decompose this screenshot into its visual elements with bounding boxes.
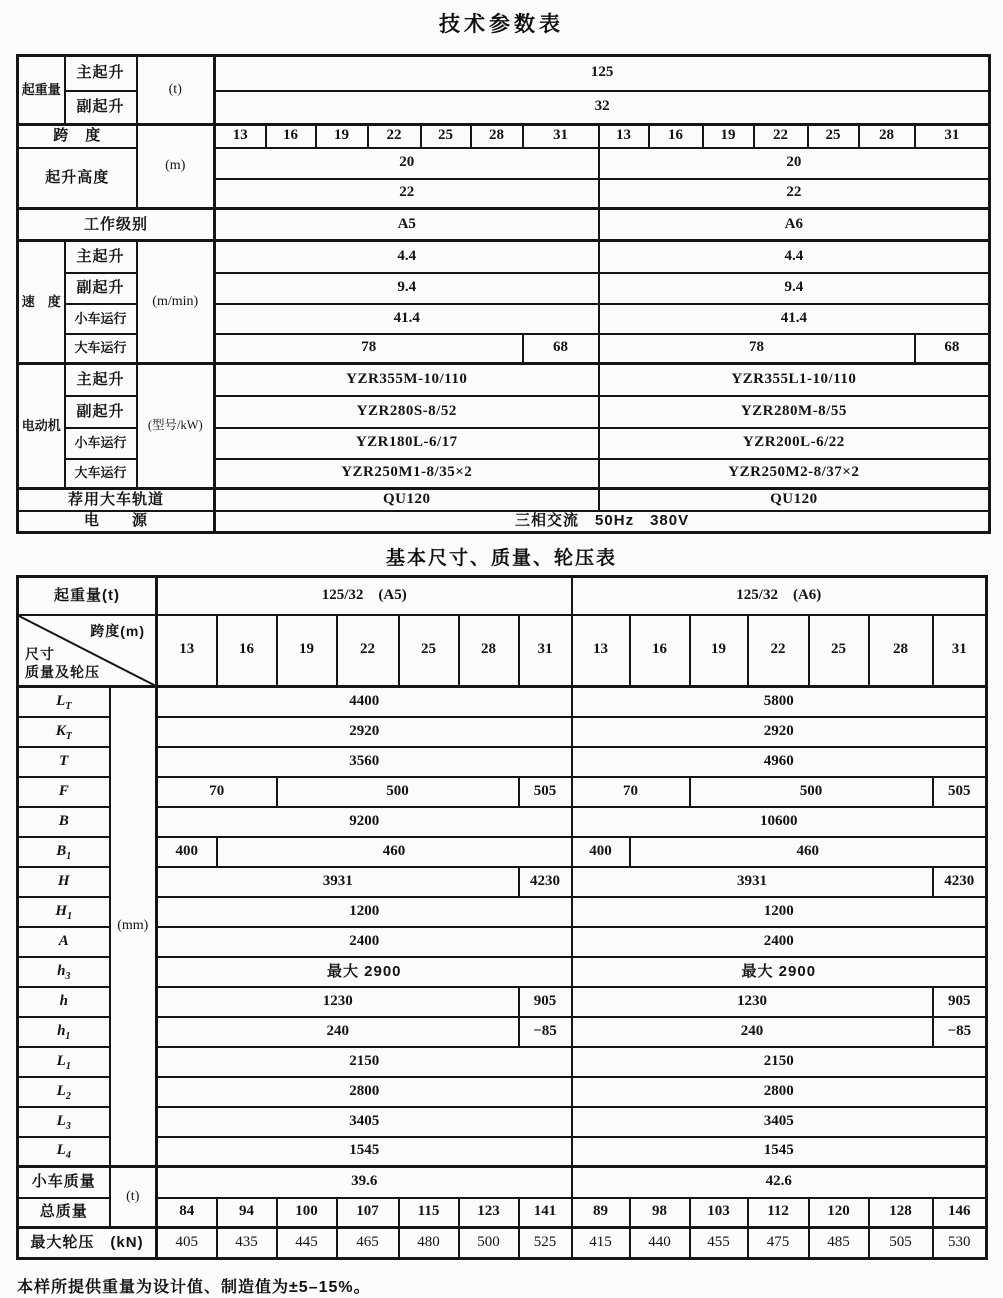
label-speed-aux-hoist: 副起升 bbox=[65, 273, 137, 304]
label-speed-crane: 大车运行 bbox=[65, 334, 137, 364]
value-cell: 505 bbox=[933, 777, 987, 807]
label-motor-aux-hoist: 副起升 bbox=[65, 396, 137, 428]
value-cell: 13 bbox=[572, 615, 630, 687]
value-cell: 19 bbox=[690, 615, 748, 687]
value-cell: YZR280M-8/55 bbox=[599, 396, 990, 428]
value-cell: 112 bbox=[748, 1198, 809, 1228]
table2-title: 基本尺寸、质量、轮压表 bbox=[385, 548, 617, 569]
value-cell: 19 bbox=[703, 125, 754, 148]
value-cell: 141 bbox=[519, 1198, 572, 1228]
value-cell: 4.4 bbox=[215, 241, 599, 273]
value-cell: 500 bbox=[459, 1228, 519, 1259]
value-cell: 28 bbox=[459, 615, 519, 687]
label-aux-hoist: 副起升 bbox=[65, 91, 137, 125]
value-cell: 1230 bbox=[572, 987, 933, 1017]
value-cell: 31 bbox=[915, 125, 990, 148]
value-cell: 480 bbox=[399, 1228, 459, 1259]
value-cell: YZR355L1-10/110 bbox=[599, 364, 990, 396]
value-cell: 3405 bbox=[157, 1107, 572, 1137]
label-max-wheel-load: 最大轮压 (kN) bbox=[18, 1228, 157, 1259]
value-cell: YZR250M2-8/37×2 bbox=[599, 459, 990, 489]
value-cell: 4960 bbox=[572, 747, 987, 777]
value-cell: 115 bbox=[399, 1198, 459, 1228]
value-cell: 460 bbox=[630, 837, 987, 867]
value-cell: 78 bbox=[599, 334, 915, 364]
value-cell: 13 bbox=[157, 615, 217, 687]
value-cell: 3405 bbox=[572, 1107, 987, 1137]
value-cell: 22 bbox=[215, 179, 599, 209]
value-cell: 78 bbox=[215, 334, 523, 364]
value-cell: 2150 bbox=[157, 1047, 572, 1077]
value-cell: 70 bbox=[572, 777, 690, 807]
label-h3: $h_3$ bbox=[18, 957, 110, 987]
value-cell: 19 bbox=[277, 615, 337, 687]
value-cell: 9200 bbox=[157, 807, 572, 837]
label-power-supply: 电 源 bbox=[18, 511, 215, 533]
label-A: A bbox=[18, 927, 110, 957]
value-cell: 120 bbox=[809, 1198, 869, 1228]
value-cell: 94 bbox=[217, 1198, 277, 1228]
value-cell: 16 bbox=[630, 615, 690, 687]
value-cell: 28 bbox=[869, 615, 933, 687]
value-cell: 460 bbox=[217, 837, 572, 867]
value-cell: 400 bbox=[157, 837, 217, 867]
label-L4: $L_4$ bbox=[18, 1137, 110, 1167]
label-capacity: 起重量(t) bbox=[18, 577, 157, 615]
value-cell: 10600 bbox=[572, 807, 987, 837]
value-cell: 1200 bbox=[572, 897, 987, 927]
value-cell: 20 bbox=[215, 148, 599, 179]
label-lifting-capacity: 起重量 bbox=[18, 56, 65, 125]
value-cell: 2920 bbox=[572, 717, 987, 747]
value-cell: 485 bbox=[809, 1228, 869, 1259]
label-trolley-mass: 小车质量 bbox=[18, 1167, 110, 1198]
value-cell: 107 bbox=[337, 1198, 399, 1228]
value-cell: 465 bbox=[337, 1228, 399, 1259]
value-cell: 1545 bbox=[572, 1137, 987, 1167]
value-cell: 98 bbox=[630, 1198, 690, 1228]
value-cell: 20 bbox=[599, 148, 990, 179]
value-cell: 68 bbox=[915, 334, 990, 364]
technical-parameters-table bbox=[16, 54, 991, 534]
value-cell: 440 bbox=[630, 1228, 690, 1259]
value-main-capacity: 125 bbox=[215, 56, 990, 91]
value-cell: 2400 bbox=[572, 927, 987, 957]
value-cell: 415 bbox=[572, 1228, 630, 1259]
value-cell: 16 bbox=[217, 615, 277, 687]
value-cell: 146 bbox=[933, 1198, 987, 1228]
value-cell: 2150 bbox=[572, 1047, 987, 1077]
value-cell: QU120 bbox=[599, 489, 990, 511]
value-cell: 22 bbox=[754, 125, 808, 148]
value-cell: −85 bbox=[519, 1017, 572, 1047]
label-KT: $K_T$ bbox=[18, 717, 110, 747]
value-cell: 905 bbox=[519, 987, 572, 1017]
value-cell: 9.4 bbox=[599, 273, 990, 304]
label-H: H bbox=[18, 867, 110, 897]
value-cell: 435 bbox=[217, 1228, 277, 1259]
label-h1: $h_1$ bbox=[18, 1017, 110, 1047]
label-recommended-rail: 荐用大车轨道 bbox=[18, 489, 215, 511]
label-L3: $L_3$ bbox=[18, 1107, 110, 1137]
value-cell: 475 bbox=[748, 1228, 809, 1259]
unit-model-kw: (型号/kW) bbox=[137, 364, 215, 489]
value-cell: 240 bbox=[572, 1017, 933, 1047]
value-cell: 4400 bbox=[157, 687, 572, 717]
value-cell: 500 bbox=[690, 777, 933, 807]
value-cell: 4230 bbox=[519, 867, 572, 897]
value-cell: 28 bbox=[471, 125, 523, 148]
value-cell: 22 bbox=[748, 615, 809, 687]
value-cell: 2400 bbox=[157, 927, 572, 957]
label-L1: $L_1$ bbox=[18, 1047, 110, 1077]
value-cell: 31 bbox=[523, 125, 599, 148]
value-cell: 25 bbox=[808, 125, 859, 148]
unit-metres: (m) bbox=[137, 125, 215, 209]
value-cell: 455 bbox=[690, 1228, 748, 1259]
label-motor-crane: 大车运行 bbox=[65, 459, 137, 489]
label-B: B bbox=[18, 807, 110, 837]
value-cell: 68 bbox=[523, 334, 599, 364]
value-cell: 28 bbox=[859, 125, 915, 148]
value-cell: 128 bbox=[869, 1198, 933, 1228]
label-total-mass: 总质量 bbox=[18, 1198, 110, 1228]
diag-dimension-label: 尺寸 bbox=[25, 645, 55, 662]
label-F: F bbox=[18, 777, 110, 807]
value-cell: 22 bbox=[337, 615, 399, 687]
label-main-hoist: 主起升 bbox=[65, 56, 137, 91]
value-cell: 31 bbox=[933, 615, 987, 687]
value-cell: QU120 bbox=[215, 489, 599, 511]
unit-m-per-min: (m/min) bbox=[137, 241, 215, 364]
value-cell: 530 bbox=[933, 1228, 987, 1259]
value-cell: 3560 bbox=[157, 747, 572, 777]
table1-title: 技术参数表 bbox=[439, 13, 564, 36]
value-cell: 123 bbox=[459, 1198, 519, 1228]
label-duty-class: 工作级别 bbox=[18, 209, 215, 241]
diagonal-header bbox=[18, 615, 157, 687]
value-cell: 39.6 bbox=[157, 1167, 572, 1198]
label-B1: $B_1$ bbox=[18, 837, 110, 867]
value-power-supply: 三相交流 50Hz 380V bbox=[215, 511, 990, 533]
value-cell: 41.4 bbox=[599, 304, 990, 334]
value-cell: YZR280S-8/52 bbox=[215, 396, 599, 428]
unit-mm: (mm) bbox=[110, 687, 157, 1167]
value-cell: 19 bbox=[316, 125, 368, 148]
value-cell: 1200 bbox=[157, 897, 572, 927]
value-cell: 505 bbox=[869, 1228, 933, 1259]
value-cell: 41.4 bbox=[215, 304, 599, 334]
value-duty-class-a5: A5 bbox=[215, 209, 599, 241]
label-h: h bbox=[18, 987, 110, 1017]
value-cell: 525 bbox=[519, 1228, 572, 1259]
value-cell: 13 bbox=[599, 125, 649, 148]
value-cell: 505 bbox=[519, 777, 572, 807]
value-cell: 3931 bbox=[157, 867, 519, 897]
value-cell: 240 bbox=[157, 1017, 519, 1047]
value-cell: 445 bbox=[277, 1228, 337, 1259]
label-H1: $H_1$ bbox=[18, 897, 110, 927]
dimensions-mass-wheel-load-table bbox=[16, 575, 988, 1260]
diag-mass-wheel-label: 质量及轮压 bbox=[25, 664, 100, 681]
unit-tonnes: (t) bbox=[137, 56, 215, 125]
value-cell: 500 bbox=[277, 777, 519, 807]
value-cell: 400 bbox=[572, 837, 630, 867]
value-cell: 25 bbox=[399, 615, 459, 687]
label-T: T bbox=[18, 747, 110, 777]
value-cell: 2800 bbox=[572, 1077, 987, 1107]
label-motor: 电动机 bbox=[18, 364, 65, 489]
value-cell: 84 bbox=[157, 1198, 217, 1228]
value-cell: 13 bbox=[215, 125, 266, 148]
value-cell: 2800 bbox=[157, 1077, 572, 1107]
value-cell: 16 bbox=[649, 125, 703, 148]
label-LT: $L_T$ bbox=[18, 687, 110, 717]
value-cell: 22 bbox=[368, 125, 421, 148]
value-duty-class-a6: A6 bbox=[599, 209, 990, 241]
value-h3-a6: 最大 2900 bbox=[572, 957, 987, 987]
value-cell: YZR180L-6/17 bbox=[215, 428, 599, 459]
value-cell: YZR200L-6/22 bbox=[599, 428, 990, 459]
value-cell: 3931 bbox=[572, 867, 933, 897]
value-cell: 25 bbox=[809, 615, 869, 687]
label-span: 跨 度 bbox=[18, 125, 137, 148]
value-cell: 9.4 bbox=[215, 273, 599, 304]
value-cell: 1230 bbox=[157, 987, 519, 1017]
unit-tonnes-2: (t) bbox=[110, 1167, 157, 1228]
diag-span-label: 跨度(m) bbox=[90, 622, 145, 639]
value-cell: 405 bbox=[157, 1228, 217, 1259]
header-group-a6: 125/32 (A6) bbox=[572, 577, 987, 615]
value-cell: 4230 bbox=[933, 867, 987, 897]
value-cell: 70 bbox=[157, 777, 277, 807]
label-speed-trolley: 小车运行 bbox=[65, 304, 137, 334]
value-cell: 25 bbox=[421, 125, 471, 148]
value-cell: 905 bbox=[933, 987, 987, 1017]
value-cell: YZR355M-10/110 bbox=[215, 364, 599, 396]
value-cell: 100 bbox=[277, 1198, 337, 1228]
label-motor-main-hoist: 主起升 bbox=[65, 364, 137, 396]
value-aux-capacity: 32 bbox=[215, 91, 990, 125]
value-cell: 5800 bbox=[572, 687, 987, 717]
value-cell: 31 bbox=[519, 615, 572, 687]
label-lifting-height: 起升高度 bbox=[18, 148, 137, 209]
value-cell: −85 bbox=[933, 1017, 987, 1047]
value-cell: 16 bbox=[266, 125, 316, 148]
value-cell: 89 bbox=[572, 1198, 630, 1228]
value-h3-a5: 最大 2900 bbox=[157, 957, 572, 987]
value-cell: 1545 bbox=[157, 1137, 572, 1167]
header-group-a5: 125/32 (A5) bbox=[157, 577, 572, 615]
label-L2: $L_2$ bbox=[18, 1077, 110, 1107]
label-motor-trolley: 小车运行 bbox=[65, 428, 137, 459]
value-cell: 2920 bbox=[157, 717, 572, 747]
value-cell: 42.6 bbox=[572, 1167, 987, 1198]
value-cell: YZR250M1-8/35×2 bbox=[215, 459, 599, 489]
label-speed: 速 度 bbox=[18, 241, 65, 364]
value-cell: 4.4 bbox=[599, 241, 990, 273]
value-cell: 103 bbox=[690, 1198, 748, 1228]
label-speed-main-hoist: 主起升 bbox=[65, 241, 137, 273]
value-cell: 22 bbox=[599, 179, 990, 209]
footnote: 本样所提供重量为设计值、制造值为±5–15%。 bbox=[17, 1279, 371, 1296]
